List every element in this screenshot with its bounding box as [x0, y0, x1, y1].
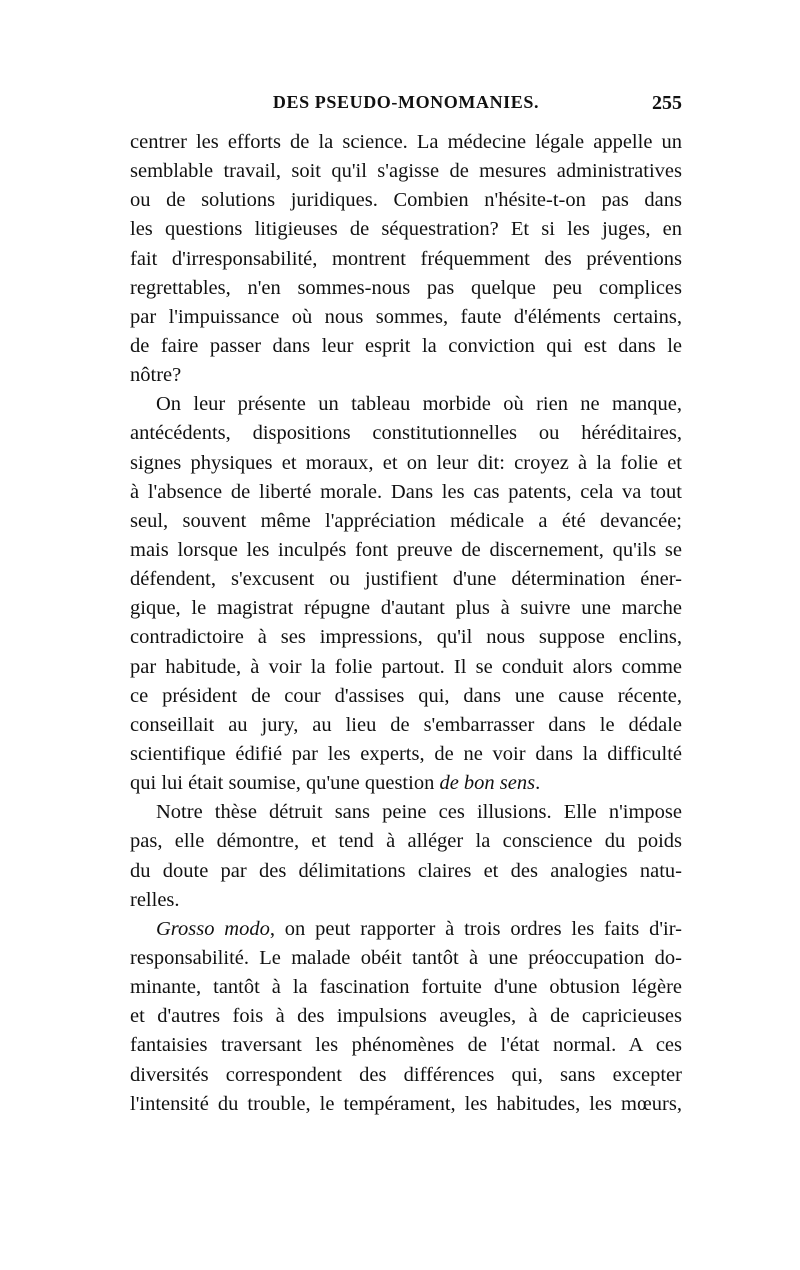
italic-phrase: Grosso modo: [156, 917, 270, 940]
text-line: semblable travail, soit qu'il s'agisse de mesures administratives: [130, 160, 682, 183]
text-line: conseillait au jury, au lieu de s'embarrasser dans le dédale: [130, 713, 682, 736]
text-line: mais lorsque les inculpés font preuve de discernement, qu'ils se: [130, 538, 682, 561]
text-line: [130, 769, 682, 798]
text-line: minante, tantôt à la fascination fortuite d'une obtusion légère: [130, 976, 682, 999]
text-line: fantaisies traversant les phénomènes de l'état normal. A ces: [130, 1034, 682, 1057]
text-line: défendent, s'excusent ou justifient d'une détermination éner-: [130, 568, 682, 591]
text-line: relles.: [130, 888, 180, 911]
text-line: Notre thèse détruit sans peine ces illusions. Elle n'impose: [156, 801, 682, 824]
running-head: [130, 92, 682, 118]
text-line: les questions litigieuses de séquestration? Et si les juges, en: [130, 218, 682, 241]
text-line: centrer les efforts de la science. La médecine légale appelle un: [130, 131, 682, 153]
body-text: [130, 128, 682, 1119]
text-line: antécédents, dispositions constitutionnelles ou héréditaires,: [130, 422, 682, 445]
text-line: pas, elle démontre, et tend à alléger la conscience du poids: [130, 830, 682, 853]
text-line: du doute par des délimitations claires et des analogies natu-: [130, 859, 682, 882]
text-line: diversités correspondent des différences qui, sans excepter: [130, 1063, 682, 1086]
text-line: [130, 915, 682, 944]
text-line: ce président de cour d'assises qui, dans une cause récente,: [130, 684, 682, 707]
text-segment: , on peut rapporter à trois ordres les faits d'ir-: [269, 917, 682, 940]
text-line: par l'impuissance où nous sommes, faute d'éléments certains,: [130, 305, 682, 328]
text-line: ou de solutions juridiques. Combien n'hésite-t-on pas dans: [130, 189, 682, 212]
italic-phrase: de bon sens: [439, 772, 536, 795]
text-line: signes physiques et moraux, et on leur dit: croyez à la folie et: [130, 451, 682, 474]
page-number: 255: [652, 92, 682, 114]
text-segment: .: [535, 772, 541, 795]
text-line: contradictoire à ses impressions, qu'il nous suppose enclins,: [130, 626, 682, 649]
text-line: de faire passer dans leur esprit la conviction qui est dans le: [130, 334, 682, 357]
text-segment: qui lui était soumise, qu'une question: [130, 772, 440, 795]
text-line: regrettables, n'en sommes-nous pas quelque peu complices: [130, 276, 682, 299]
text-line: gique, le magistrat répugne d'autant plus à suivre une marche: [130, 597, 682, 620]
text-line: à l'absence de liberté morale. Dans les cas patents, cela va tout: [130, 480, 682, 503]
running-title: DES PSEUDO-MONOMANIES.: [272, 92, 540, 112]
text-line: scientifique édifié par les experts, de ne voir dans la difficulté: [130, 742, 682, 765]
text-line: responsabilité. Le malade obéit tantôt à une préoccupation do-: [130, 946, 682, 969]
text-line: l'intensité du trouble, le tempérament, les habitudes, les mœurs,: [130, 1092, 682, 1115]
text-line: nôtre?: [130, 364, 182, 387]
text-line: par habitude, à voir la folie partout. Il se conduit alors comme: [130, 655, 682, 678]
text-line: seul, souvent même l'appréciation médicale a été devancée;: [130, 509, 682, 532]
text-line: On leur présente un tableau morbide où rien ne manque,: [156, 393, 682, 416]
text-line: et d'autres fois à des impulsions aveugles, à de capricieuses: [130, 1005, 682, 1028]
text-line: fait d'irresponsabilité, montrent fréquemment des préventions: [130, 247, 682, 270]
